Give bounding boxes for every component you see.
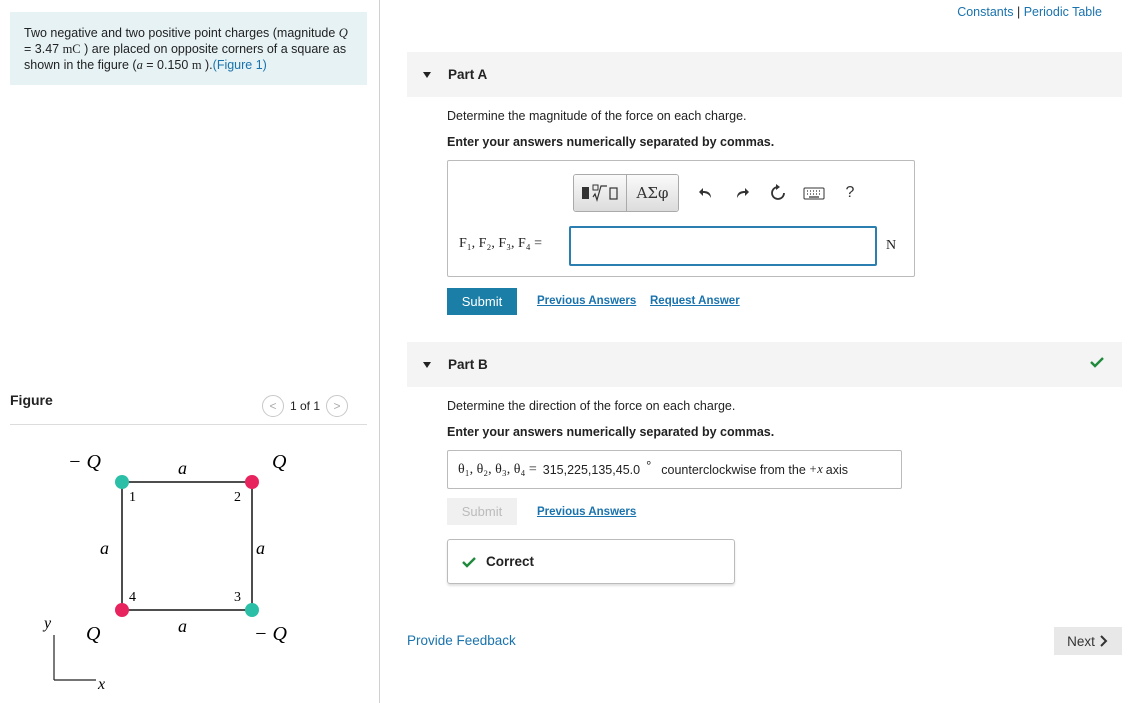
part-b-instruction: Enter your answers numerically separated by commas. <box>447 425 775 439</box>
label-corner-1: 1 <box>129 490 136 505</box>
templates-button[interactable] <box>574 175 627 211</box>
part-a-answer-input[interactable] <box>569 226 877 266</box>
undo-icon[interactable] <box>691 174 721 212</box>
part-b-submit-button[interactable]: Submit <box>447 498 517 525</box>
next-button[interactable] <box>1054 627 1122 655</box>
part-b-complete-check-icon <box>1090 356 1104 368</box>
problem-statement <box>10 12 367 85</box>
collapse-triangle-icon <box>423 72 431 78</box>
label-neg-q-1: − Q <box>68 451 101 473</box>
part-a-equation-label: F₁, F₂, F₃, F₄ = <box>459 236 543 251</box>
part-b-prompt: Determine the direction of the force on each charge. <box>447 399 736 413</box>
next-label: Next <box>1067 633 1095 649</box>
collapse-triangle-icon <box>423 362 431 368</box>
part-a-previous-answers-link[interactable]: Previous Answers <box>537 295 637 307</box>
q-unit: mC <box>62 42 81 56</box>
charge-1-negative <box>115 475 129 489</box>
help-icon[interactable]: ? <box>845 184 855 201</box>
correct-label: Correct <box>486 554 535 569</box>
chevron-right-icon <box>1099 635 1109 647</box>
problem-text: ) are placed on opposite corners of a square as shown in the figure ( <box>24 42 347 72</box>
part-b-equation-label: θ₁, θ₂, θ₃, θ₄ = <box>458 461 537 477</box>
figure-page-count: 1 of 1 <box>290 399 321 413</box>
label-a-top: a <box>178 458 187 478</box>
q-symbol: Q <box>338 26 348 40</box>
top-links <box>957 5 1102 19</box>
part-a-request-answer-link[interactable]: Request Answer <box>650 295 740 307</box>
problem-text: Two negative and two positive point charges (magnitude <box>24 26 339 40</box>
part-a-prompt: Determine the magnitude of the force on each charge. <box>447 109 747 123</box>
figure-pager <box>262 395 348 417</box>
label-a-right: a <box>256 538 265 558</box>
figure-link[interactable]: (Figure 1) <box>212 58 267 72</box>
correct-check-icon <box>462 556 476 568</box>
label-corner-4: 4 <box>129 590 136 605</box>
charge-2-positive <box>245 475 259 489</box>
top-links-separator: | <box>1016 5 1021 19</box>
figure-divider <box>10 424 367 425</box>
charge-4-positive <box>115 603 129 617</box>
charge-figure <box>0 430 379 703</box>
part-b-answer-display <box>447 450 902 489</box>
label-a-left: a <box>100 538 109 558</box>
symbols-button[interactable]: ΑΣφ <box>627 175 678 211</box>
toolbar-template-group <box>573 174 679 212</box>
label-corner-2: 2 <box>234 490 241 505</box>
direction-axis: +x <box>808 462 823 476</box>
part-b-title: Part B <box>448 357 488 372</box>
left-panel <box>0 0 380 703</box>
reset-icon[interactable] <box>763 174 793 212</box>
part-a-submit-button[interactable]: Submit <box>447 288 517 315</box>
y-axis-label: y <box>44 615 52 632</box>
math-toolbar <box>573 174 865 212</box>
direction-text-end: axis <box>825 462 849 477</box>
part-b-header[interactable] <box>407 342 1122 387</box>
a-symbol: a <box>136 58 143 72</box>
redo-icon[interactable] <box>727 174 757 212</box>
direction-text: counterclockwise from the <box>661 462 806 477</box>
part-b-answer-value: 315,225,135,45.0 <box>542 462 641 477</box>
prev-figure-button[interactable]: < <box>262 395 284 417</box>
charge-3-negative <box>245 603 259 617</box>
next-figure-button[interactable]: > <box>326 395 348 417</box>
templates-icon <box>580 183 620 203</box>
correct-feedback <box>447 539 735 584</box>
label-corner-3: 3 <box>234 590 241 605</box>
problem-text: ). <box>201 58 213 72</box>
label-q-2: Q <box>272 451 287 473</box>
figure-title: Figure <box>10 392 53 408</box>
problem-text: = 0.150 <box>142 58 192 72</box>
periodic-table-link[interactable]: Periodic Table <box>1023 5 1102 19</box>
label-q-4: Q <box>86 623 101 645</box>
label-a-bottom: a <box>178 616 187 636</box>
a-unit: m <box>191 58 202 72</box>
label-neg-q-3: − Q <box>254 623 287 645</box>
square-outline <box>122 482 252 610</box>
part-a-title: Part A <box>448 67 488 82</box>
problem-text: = 3.47 <box>24 42 63 56</box>
provide-feedback-link[interactable]: Provide Feedback <box>407 633 516 648</box>
part-a-instruction: Enter your answers numerically separated by commas. <box>447 135 775 149</box>
part-b-previous-answers-link[interactable]: Previous Answers <box>537 506 637 518</box>
degree-symbol: ° <box>646 458 652 473</box>
x-axis-label: x <box>98 676 106 693</box>
keyboard-icon[interactable] <box>799 174 829 212</box>
constants-link[interactable]: Constants <box>957 5 1014 19</box>
part-a-header[interactable] <box>407 52 1122 97</box>
part-a-unit: N <box>886 238 897 253</box>
